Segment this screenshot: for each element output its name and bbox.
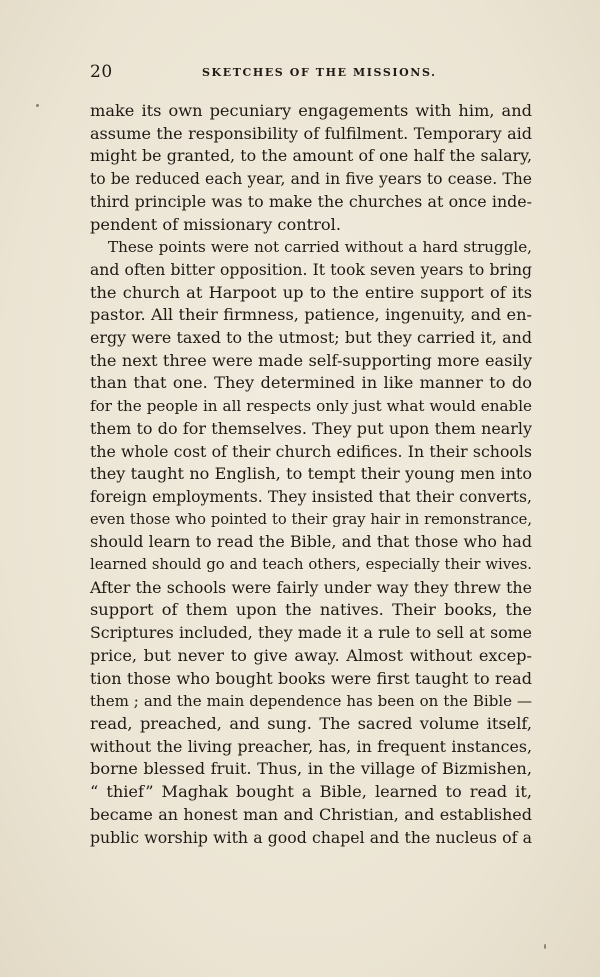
text-line: and often bitter opposition. It took seven years to bring: [90, 260, 532, 279]
paper-speck: [544, 944, 546, 949]
text-line: assume the responsibility of fulfilment. Temporary aid: [90, 123, 532, 143]
text-line: third principle was to make the churches at once inde-: [90, 191, 532, 211]
text-line: price, but never to give away. Almost without excep-: [90, 645, 532, 665]
text-line: borne blessed fruit. Thus, in the village of Bizmishen,: [90, 759, 532, 779]
text-line: them to do for themselves. They put upon them nearly: [90, 418, 532, 438]
text-line: ergy were taxed to the utmost; but they carried it, and: [90, 328, 532, 348]
text-line: pastor. All their firmness, patience, ingenuity, and en-: [90, 305, 532, 325]
text-line: make its own pecuniary engagements with him, and: [90, 101, 532, 120]
text-line: After the schools were fairly under way they threw the: [90, 577, 532, 597]
page-header: [90, 62, 530, 86]
text-line: them ; and the main dependence has been on the Bible —: [90, 692, 532, 711]
text-line: foreign employments. They insisted that their converts,: [90, 487, 532, 506]
text-line: the church at Harpoot up to the entire support of its: [90, 282, 532, 302]
text-line: even those who pointed to their gray hair in remonstrance,: [90, 510, 532, 528]
running-head: SKETCHES OF THE MISSIONS.: [202, 66, 437, 79]
text-line: support of them upon the natives. Their books, the: [90, 600, 532, 620]
text-line: tion those who bought books were first taught to read: [90, 668, 532, 688]
text-line: pendent of missionary control.: [90, 214, 341, 234]
text-line: Scriptures included, they made it a rule to sell at some: [90, 623, 532, 643]
text-line: to be reduced each year, and in five years to cease. The: [90, 170, 532, 189]
text-line: These points were not carried without a hard struggle,: [108, 238, 532, 257]
paper-speck: [36, 104, 39, 107]
text-line: the whole cost of their church edifices. In their schools: [90, 441, 532, 461]
text-line: public worship with a good chapel and the nucleus of a: [90, 827, 532, 847]
text-line: learned should go and teach others, especially their wives.: [90, 556, 532, 574]
text-line: became an honest man and Christian, and established: [90, 804, 532, 824]
text-line: for the people in all respects only just what would enable: [90, 397, 532, 416]
text-line: the next three were made self-supporting more easily: [90, 350, 532, 370]
text-line: should learn to read the Bible, and that those who had: [90, 532, 532, 552]
page-number: 20: [90, 62, 113, 82]
body-text: [90, 100, 532, 849]
text-line: than that one. They determined in like manner to do: [90, 373, 532, 393]
text-line: without the living preacher, has, in frequent instances,: [90, 736, 532, 756]
text-line: “ thief” Maghak bought a Bible, learned to read it,: [90, 782, 532, 802]
text-line: read, preached, and sung. The sacred volume itself,: [90, 713, 532, 733]
text-line: they taught no English, to tempt their young men into: [90, 464, 532, 484]
text-line: might be granted, to the amount of one half the salary,: [90, 146, 532, 166]
